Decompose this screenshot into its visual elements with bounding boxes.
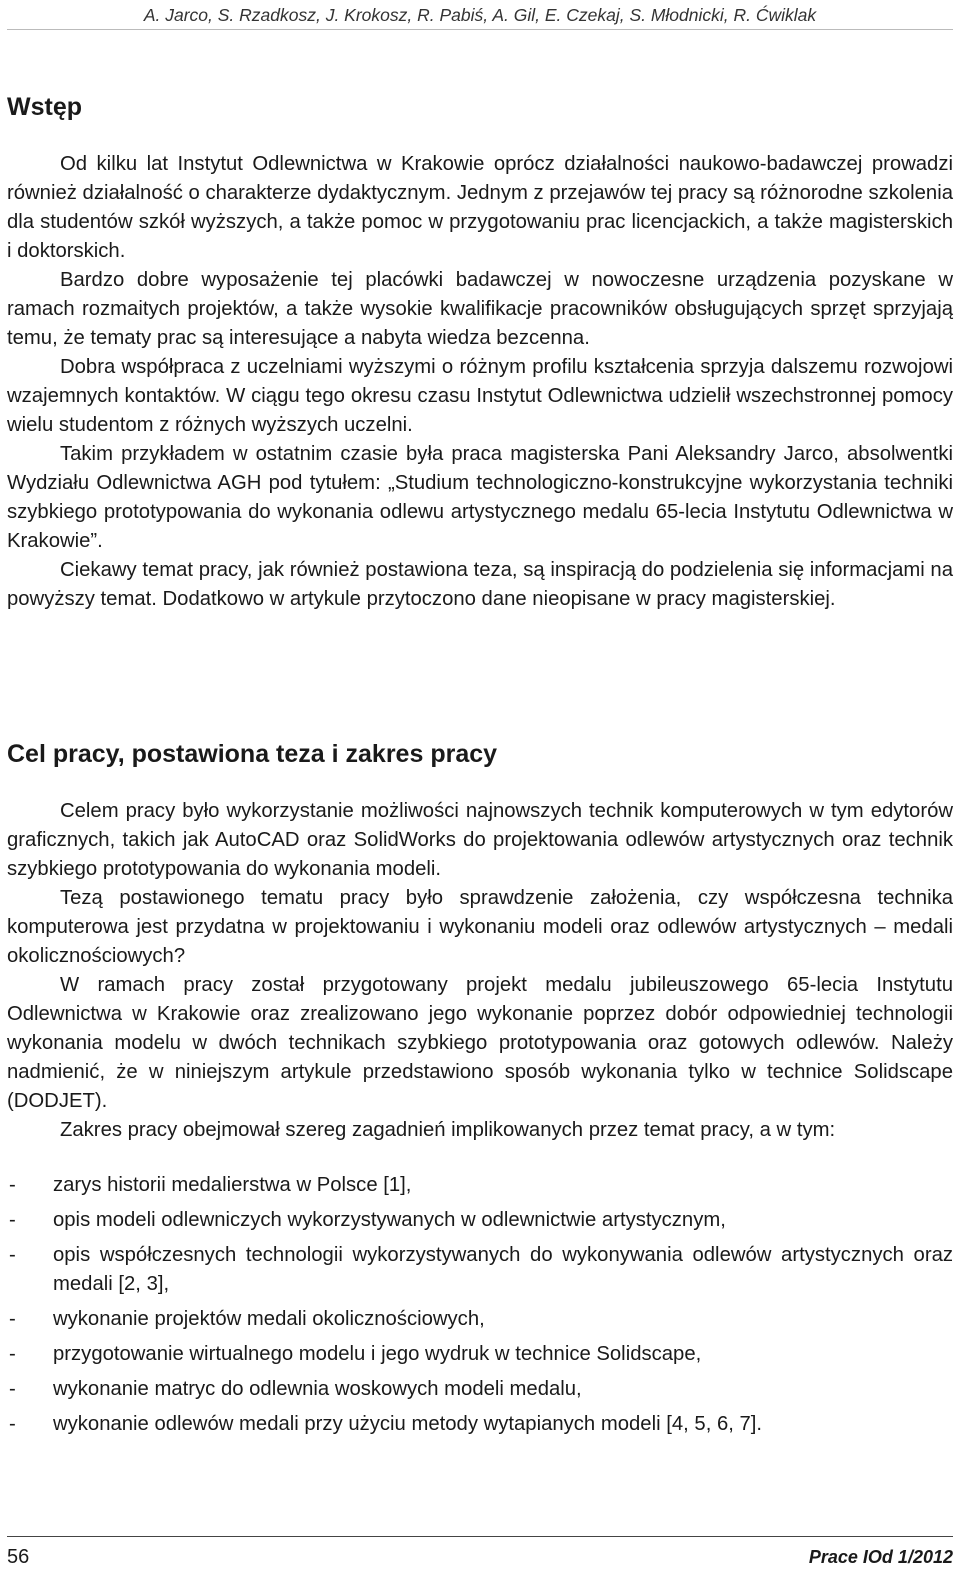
list-dash: - <box>9 1378 16 1400</box>
paragraph: Celem pracy było wykorzystanie możliwości najnowszych technik komputerowych w tym edytorów graficznych, takich jak AutoCAD oraz SolidWorks do projektowania odlewów artystycznych oraz technik szybkiego prototypowania do wykonania modeli. <box>7 800 953 880</box>
paragraph: Bardzo dobre wyposażenie tej placówki badawczej w nowoczesne urządzenia pozyskane w ramach rozmaitych projektów, a także wysokie kwalifikacje pracowników obsługujących sprzęt sprzyjają temu, że tematy prac są interesujące a nabyta wiedza bezcenna. <box>7 269 953 349</box>
list-item-text: wykonanie matryc do odlewnia woskowych modeli medalu, <box>53 1378 582 1400</box>
section-body-wstep <box>7 150 953 614</box>
running-header-authors: A. Jarco, S. Rzadkosz, J. Krokosz, R. Pabiś, A. Gil, E. Czekaj, S. Młodnicki, R. Ćwiklak <box>143 5 817 25</box>
header-rule <box>7 29 953 30</box>
list-dash: - <box>9 1174 16 1196</box>
list-item-text: opis współczesnych technologii wykorzystywanych do wykonywania odlewów artystycznych oraz medali [2, 3], <box>53 1244 953 1295</box>
list-item-text: wykonanie odlewów medali przy użyciu metody wytapianych modeli [4, 5, 6, 7]. <box>53 1413 763 1435</box>
list-dash: - <box>9 1308 16 1330</box>
page-number: 56 <box>7 1546 30 1568</box>
list-item-text: przygotowanie wirtualnego modelu i jego wydruk w technice Solidscape, <box>53 1343 702 1365</box>
section-heading-wstep: Wstęp <box>7 93 82 121</box>
list-item <box>7 1241 953 1299</box>
list-dash: - <box>9 1343 16 1365</box>
section-heading-cel-pracy: Cel pracy, postawiona teza i zakres pracy <box>7 740 498 768</box>
paragraph: Dobra współpraca z uczelniami wyższymi o różnym profilu kształcenia sprzyja dalszemu rozwojowi wzajemnych kontaktów. W ciągu tego okresu czasu Instytut Odlewnictwa udzielił wszechstronnej pomocy wielu studentom z różnych wyższych uczelni. <box>7 356 953 436</box>
footer-rule <box>7 1536 953 1537</box>
list-item <box>7 1206 953 1235</box>
scope-list <box>7 1171 953 1445</box>
section-body-cel-pracy <box>7 797 953 1145</box>
paragraph: Zakres pracy obejmował szereg zagadnień implikowanych przez temat pracy, a w tym: <box>60 1119 836 1141</box>
paragraph: Ciekawy temat pracy, jak również postawiona teza, są inspiracją do podzielenia się informacjami na powyższy temat. Dodatkowo w artykule przytoczono dane nieopisane w pracy magisterskiej. <box>7 559 953 610</box>
paragraph: Od kilku lat Instytut Odlewnictwa w Krakowie oprócz działalności naukowo-badawczej prowadzi również działalność o charakterze dydaktycznym. Jednym z przejawów tej pracy są różnorodne szkolenia dla studentów szkół wyższych, a także pomoc w przygotowaniu prac licencjackich, a także magisterskich i doktorskich. <box>7 153 953 262</box>
paragraph: W ramach pracy został przygotowany projekt medalu jubileuszowego 65-lecia Instytutu Odlewnictwa w Krakowie oraz zrealizowano jego wykonanie poprzez dobór odpowiedniej technologii wykonania modelu w dwóch technikach szybkiego prototypowania oraz gotowych odlewów. Należy nadmienić, że w niniejszym artykule przedstawiono sposób wykonania tylko w technice Solidscape (DODJET). <box>7 974 953 1112</box>
list-item <box>7 1375 953 1404</box>
list-item <box>7 1410 953 1439</box>
journal-name: Prace IOd 1/2012 <box>808 1547 953 1567</box>
list-item-text: opis modeli odlewniczych wykorzystywanych w odlewnictwie artystycznym, <box>53 1209 726 1231</box>
list-item <box>7 1305 953 1334</box>
list-item <box>7 1171 953 1200</box>
paragraph: Tezą postawionego tematu pracy było sprawdzenie założenia, czy współczesna technika komputerowa jest przydatna w projektowaniu i wykonaniu modeli oraz odlewów artystycznych – medali okolicznościowych? <box>7 887 953 967</box>
list-item-text: wykonanie projektów medali okolicznościowych, <box>53 1308 485 1330</box>
paragraph: Takim przykładem w ostatnim czasie była praca magisterska Pani Aleksandry Jarco, absolwentki Wydziału Odlewnictwa AGH pod tytułem: „Studium technologiczno-konstrukcyjne wykorzystania techniki szybkiego prototypowania do wykonania odlewu artystycznego medalu 65-lecia Instytutu Odlewnictwa w Krakowie”. <box>7 443 953 552</box>
list-item-text: zarys historii medalierstwa w Polsce [1], <box>53 1174 412 1196</box>
list-dash: - <box>9 1244 16 1266</box>
list-dash: - <box>9 1413 16 1435</box>
list-dash: - <box>9 1209 16 1231</box>
document-page <box>7 0 953 1571</box>
list-item <box>7 1340 953 1369</box>
